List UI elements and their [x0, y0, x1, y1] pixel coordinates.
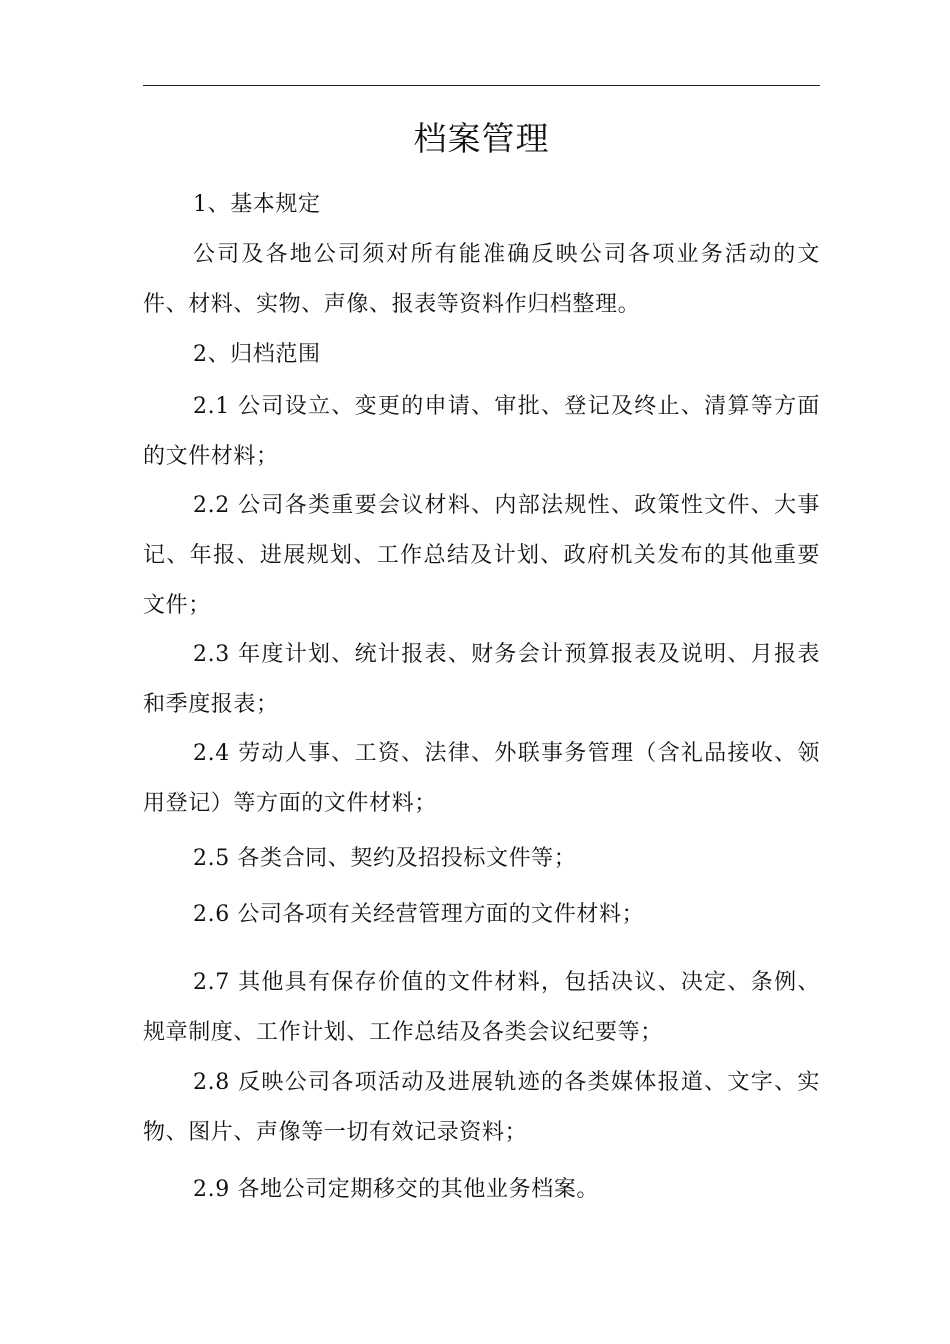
- scope-item-2-1: 2.1 公司设立、变更的申请、审批、登记及终止、清算等方面的文件材料；: [143, 394, 820, 469]
- section-heading-archive-scope: 2、归档范围: [193, 342, 321, 367]
- header-rule: [143, 85, 820, 86]
- section-heading-basic-rules: 1、基本规定: [193, 192, 321, 217]
- scope-item-2-9: 2.9 各地公司定期移交的其他业务档案。: [193, 1177, 599, 1202]
- scope-item-2-4: 2.4 劳动人事、工资、法律、外联事务管理（含礼品接收、领用登记）等方面的文件材料；: [143, 741, 820, 816]
- document-title: 档案管理: [413, 119, 550, 158]
- scope-item-2-7: 2.7 其他具有保存价值的文件材料，包括决议、决定、条例、规章制度、工作计划、工作总结及各类会议纪要等；: [143, 970, 820, 1045]
- paragraph-basic-rules: 公司及各地公司须对所有能准确反映公司各项业务活动的文件、材料、实物、声像、报表等资料作归档整理。: [143, 242, 820, 317]
- scope-item-2-6: 2.6 公司各项有关经营管理方面的文件材料；: [193, 902, 645, 927]
- scope-item-2-2: 2.2 公司各类重要会议材料、内部法规性、政策性文件、大事记、年报、进展规划、工作总结及计划、政府机关发布的其他重要文件；: [143, 493, 820, 618]
- scope-item-2-3: 2.3 年度计划、统计报表、财务会计预算报表及说明、月报表和季度报表；: [143, 642, 820, 717]
- scope-item-2-8: 2.8 反映公司各项活动及进展轨迹的各类媒体报道、文字、实物、图片、声像等一切有效记录资料；: [143, 1070, 820, 1145]
- scope-item-2-5: 2.5 各类合同、契约及招投标文件等；: [193, 846, 577, 871]
